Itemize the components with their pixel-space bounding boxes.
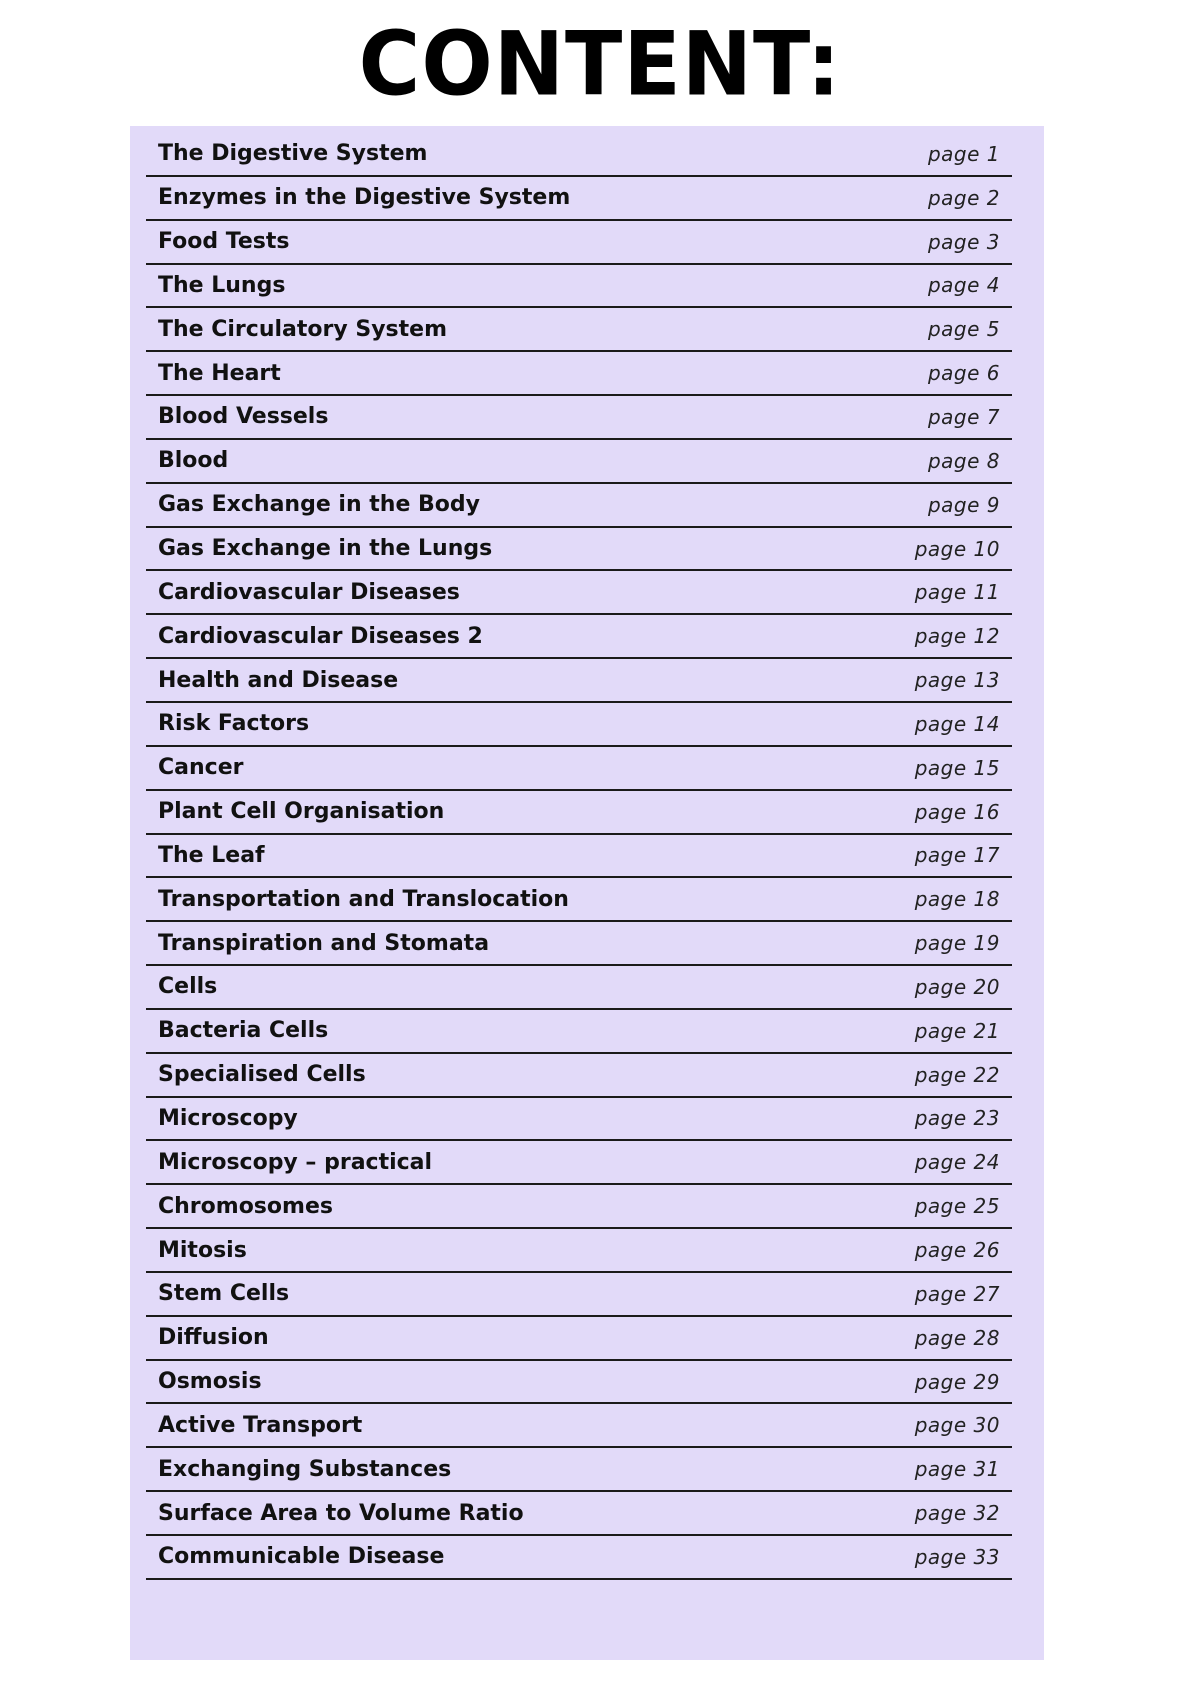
toc-entry-page-number: page 19 [914,931,1000,956]
toc-entry-page-number: page 30 [914,1413,1000,1438]
toc-entry [146,1141,1012,1185]
toc-entry-topic: Diffusion [158,1325,269,1351]
toc-entry-topic: The Circulatory System [158,316,447,342]
toc-entry [146,922,1012,966]
toc-entry-topic: Osmosis [158,1369,262,1395]
toc-entry-topic: The Digestive System [158,141,428,167]
toc-entry-topic: Blood [158,448,229,474]
toc-entry-topic: Microscopy [158,1105,298,1131]
toc-entry-page-number: page 23 [914,1106,1000,1131]
toc-entry [146,659,1012,703]
toc-entry [146,1404,1012,1448]
toc-entry [146,1010,1012,1054]
toc-entry [146,352,1012,396]
toc-entry-page-number: page 5 [927,317,1000,342]
toc-entry-page-number: page 20 [914,974,1000,999]
toc-entry [146,835,1012,879]
toc-entry-topic: Blood Vessels [158,404,329,430]
toc-entry-topic: Bacteria Cells [158,1018,329,1044]
toc-entry [146,1361,1012,1405]
toc-entry-page-number: page 12 [914,624,1000,649]
toc-entry [146,308,1012,352]
toc-entry-page-number: page 29 [914,1369,1000,1394]
toc-entry [146,484,1012,528]
toc-entry-page-number: page 16 [914,799,1000,824]
toc-entry-topic: Microscopy – practical [158,1149,433,1175]
toc-entry-page-number: page 9 [927,492,1000,517]
toc-entry-topic: Exchanging Substances [158,1456,452,1482]
toc-entry [146,1054,1012,1098]
toc-entry [146,878,1012,922]
toc-entry-topic: Cells [158,974,218,1000]
toc-entry-topic: Active Transport [158,1412,363,1438]
toc-entry-topic: Food Tests [158,229,290,255]
toc-entry-topic: Transpiration and Stomata [158,930,490,956]
toc-entry [146,1185,1012,1229]
toc-entry-page-number: page 31 [914,1457,1000,1482]
toc-entry-page-number: page 24 [914,1150,1000,1175]
toc-entry [146,615,1012,659]
toc-entry-topic: Gas Exchange in the Lungs [158,536,493,562]
toc-entry-page-number: page 26 [914,1238,1000,1263]
toc-entry [146,966,1012,1010]
toc-entry [146,528,1012,572]
toc-entry [146,1273,1012,1317]
toc-entry-topic: The Leaf [158,842,265,868]
toc-entry-topic: Cardiovascular Diseases 2 [158,623,483,649]
toc-entry-topic: Specialised Cells [158,1062,366,1088]
toc-entry-page-number: page 3 [927,229,1000,254]
toc-entry-page-number: page 27 [914,1281,1000,1306]
toc-entry-topic: Chromosomes [158,1193,333,1219]
toc-entry [146,177,1012,221]
toc-entry-page-number: page 33 [914,1544,1000,1569]
toc-entry [146,1492,1012,1536]
toc-entry-page-number: page 15 [914,755,1000,780]
toc-entry-page-number: page 8 [927,448,1000,473]
toc-entry [146,265,1012,309]
toc-entry-topic: Stem Cells [158,1281,290,1307]
toc-entry [146,703,1012,747]
toc-entry-page-number: page 6 [927,361,1000,386]
toc-entry-topic: Cardiovascular Diseases [158,579,460,605]
toc-entry [146,747,1012,791]
toc-entry-topic: Enzymes in the Digestive System [158,185,571,211]
toc-entry-page-number: page 25 [914,1194,1000,1219]
toc-entry [146,133,1012,177]
toc-entry-topic: Cancer [158,755,244,781]
toc-entry [146,440,1012,484]
toc-entry-page-number: page 10 [914,536,1000,561]
toc-entry-page-number: page 2 [927,185,1000,210]
table-of-contents-list [146,133,1012,1580]
toc-entry-page-number: page 1 [927,141,1000,166]
table-of-contents-panel [130,126,1044,1660]
toc-entry-topic: Communicable Disease [158,1544,445,1570]
toc-entry [146,1448,1012,1492]
toc-entry-topic: Surface Area to Volume Ratio [158,1500,524,1526]
toc-entry [146,1536,1012,1580]
toc-entry [146,221,1012,265]
toc-entry-topic: Health and Disease [158,667,399,693]
toc-entry-topic: Mitosis [158,1237,247,1263]
toc-entry-page-number: page 14 [914,711,1000,736]
toc-entry-topic: The Lungs [158,272,286,298]
toc-entry-page-number: page 11 [914,580,1000,605]
toc-entry-page-number: page 32 [914,1501,1000,1526]
toc-entry-page-number: page 21 [914,1018,1000,1043]
toc-entry [146,1098,1012,1142]
toc-entry-page-number: page 7 [927,404,1000,429]
page-title: CONTENT: [358,12,842,116]
toc-entry-topic: Gas Exchange in the Body [158,492,481,518]
toc-entry [146,571,1012,615]
toc-entry-page-number: page 17 [914,843,1000,868]
toc-entry-page-number: page 13 [914,668,1000,693]
toc-entry [146,791,1012,835]
toc-entry [146,1317,1012,1361]
toc-entry-page-number: page 28 [914,1325,1000,1350]
toc-entry-topic: Plant Cell Organisation [158,799,445,825]
toc-entry-topic: The Heart [158,360,281,386]
toc-entry-topic: Risk Factors [158,711,310,737]
toc-entry [146,396,1012,440]
toc-entry-page-number: page 4 [927,273,1000,298]
toc-entry-page-number: page 22 [914,1062,1000,1087]
toc-entry-topic: Transportation and Translocation [158,886,569,912]
toc-entry-page-number: page 18 [914,887,1000,912]
toc-entry [146,1229,1012,1273]
